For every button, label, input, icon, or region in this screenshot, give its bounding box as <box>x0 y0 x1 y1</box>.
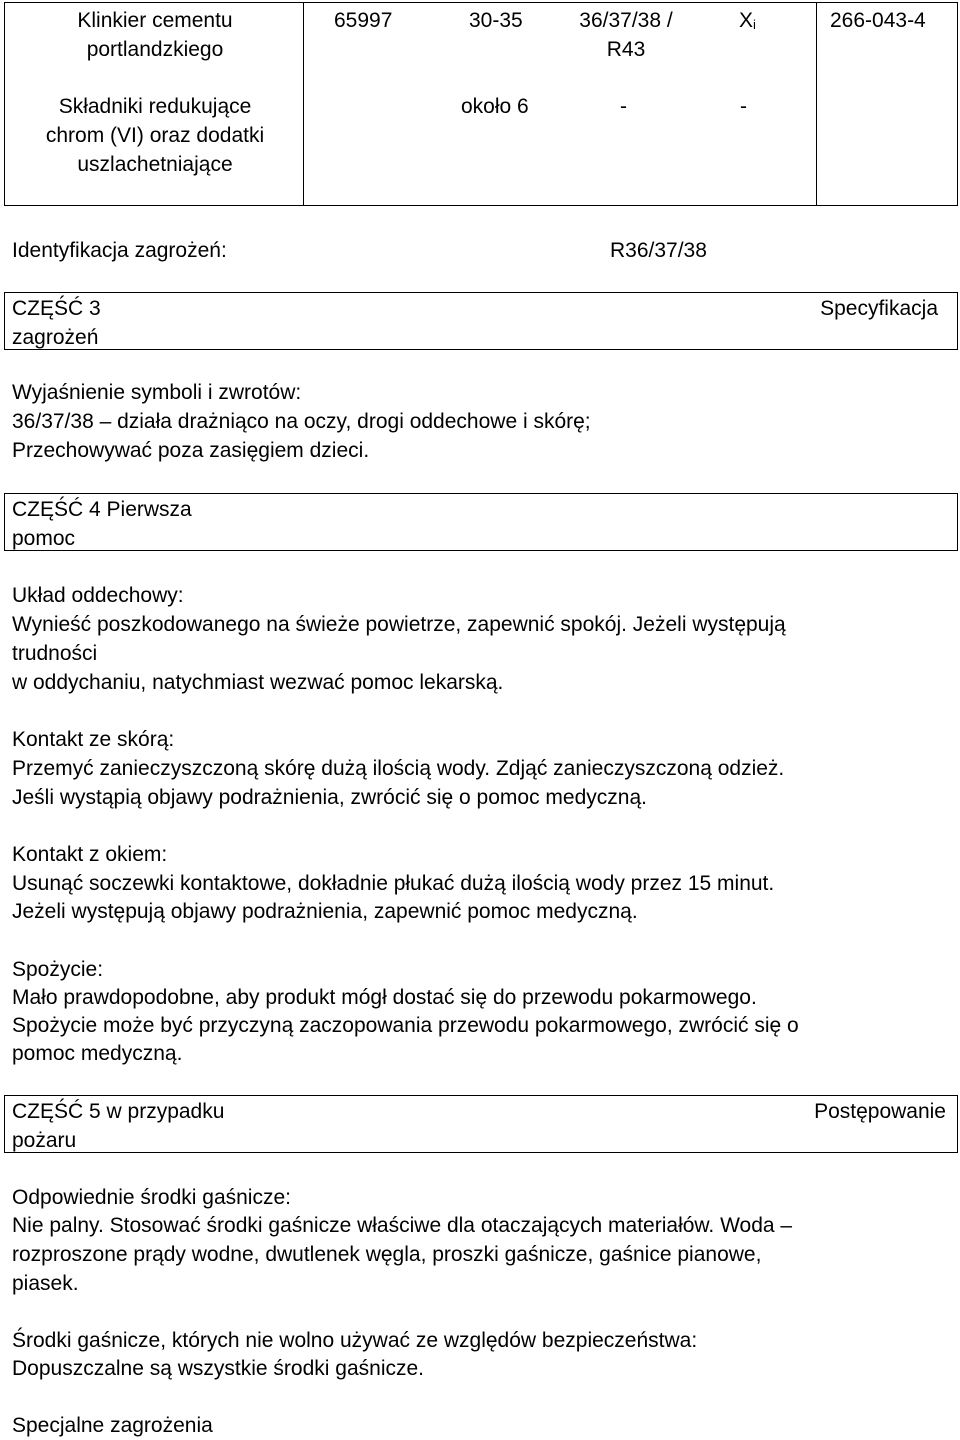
row1-concentration: 30-35 <box>469 9 523 32</box>
row1-name: Klinkier cementu portlandzkiego <box>77 9 233 61</box>
section4-ingestion-line-1: Mało prawdopodobne, aby produkt mógł dostać się do przewodu pokarmowego. <box>12 986 757 1009</box>
section5-extinguishers-line-1: Nie palny. Stosować środki gaśnicze właściwe dla otaczających materiałów. Woda – <box>12 1214 793 1237</box>
section5-extinguishers-line-3: piasek. <box>12 1272 79 1295</box>
section4-ingestion-line-3: pomoc medyczną. <box>12 1042 183 1065</box>
section3-line-1: Wyjaśnienie symboli i zwrotów: <box>12 381 302 404</box>
hazard-id-value: R36/37/38 <box>610 239 707 262</box>
section4-title: CZĘŚĆ 4 Pierwsza pomoc <box>12 498 192 550</box>
table-divider-name <box>303 2 304 206</box>
section4-eye-heading: Kontakt z okiem: <box>12 843 168 866</box>
row1-ec-number: 266-043-4 <box>830 9 926 32</box>
section4-breathing-heading: Układ oddechowy: <box>12 584 184 607</box>
section4-breathing-line-2: trudności <box>12 642 98 665</box>
section5-title: CZĘŚĆ 5 w przypadku pożaru <box>12 1100 225 1152</box>
table-divider-last <box>816 2 817 206</box>
row2-risk-phrases: - <box>620 95 627 118</box>
section5-forbidden-heading: Środki gaśnicze, których nie wolno używać ze względów bezpieczeństwa: <box>12 1329 698 1352</box>
section4-skin-line-2: Jeśli wystąpią objawy podrażnienia, zwrócić się o pomoc medyczną. <box>12 786 647 809</box>
section4-eye-line-2: Jeżeli występują objawy podrażnienia, zapewnić pomoc medyczną. <box>12 900 638 923</box>
section4-breathing-line-1: Wynieść poszkodowanego na świeże powietrze, zapewnić spokój. Jeżeli występują <box>12 613 786 636</box>
section5-extinguishers-line-2: rozproszone prądy wodne, dwutlenek węgla, proszki gaśnicze, gaśnice pianowe, <box>12 1243 762 1266</box>
section5-special-hazards-heading: Specjalne zagrożenia <box>12 1414 213 1437</box>
hazard-id-label: Identyfikacja zagrożeń: <box>12 239 227 262</box>
section4-skin-heading: Kontakt ze skórą: <box>12 728 175 751</box>
section3-title: CZĘŚĆ 3 zagrożeń <box>12 297 101 349</box>
section3-line-3: Przechowywać poza zasięgiem dzieci. <box>12 439 370 462</box>
section4-ingestion-line-2: Spożycie może być przyczyną zaczopowania przewodu pokarmowego, zwrócić się o <box>12 1014 799 1037</box>
section4-eye-line-1: Usunąć soczewki kontaktowe, dokładnie płukać dużą ilością wody przez 15 minut. <box>12 872 775 895</box>
section5-forbidden-line-1: Dopuszczalne są wszystkie środki gaśnicze. <box>12 1357 425 1380</box>
row1-classification-main: X <box>739 9 754 32</box>
row1-risk-phrases: 36/37/38 / R43 <box>579 9 673 61</box>
row1-classification-sub: i <box>753 17 756 32</box>
section5-extinguishers-heading: Odpowiednie środki gaśnicze: <box>12 1186 291 1209</box>
section3-title-right: Specyfikacja <box>820 297 938 320</box>
section4-skin-line-1: Przemyć zanieczyszczoną skórę dużą ilością wody. Zdjąć zanieczyszczoną odzież. <box>12 757 785 780</box>
section5-title-right: Postępowanie <box>814 1100 946 1123</box>
section4-ingestion-heading: Spożycie: <box>12 958 104 981</box>
row2-name: Składniki redukujące chrom (VI) oraz dodatki uszlachetniające <box>45 95 265 176</box>
row1-number: 65997 <box>334 9 393 32</box>
row2-concentration: około 6 <box>461 95 529 118</box>
section3-line-2: 36/37/38 – działa drażniąco na oczy, drogi oddechowe i skórę; <box>12 410 591 433</box>
row1-classification <box>739 6 756 35</box>
row2-classification: - <box>740 95 747 118</box>
section4-breathing-line-3: w oddychaniu, natychmiast wezwać pomoc lekarską. <box>12 671 504 694</box>
